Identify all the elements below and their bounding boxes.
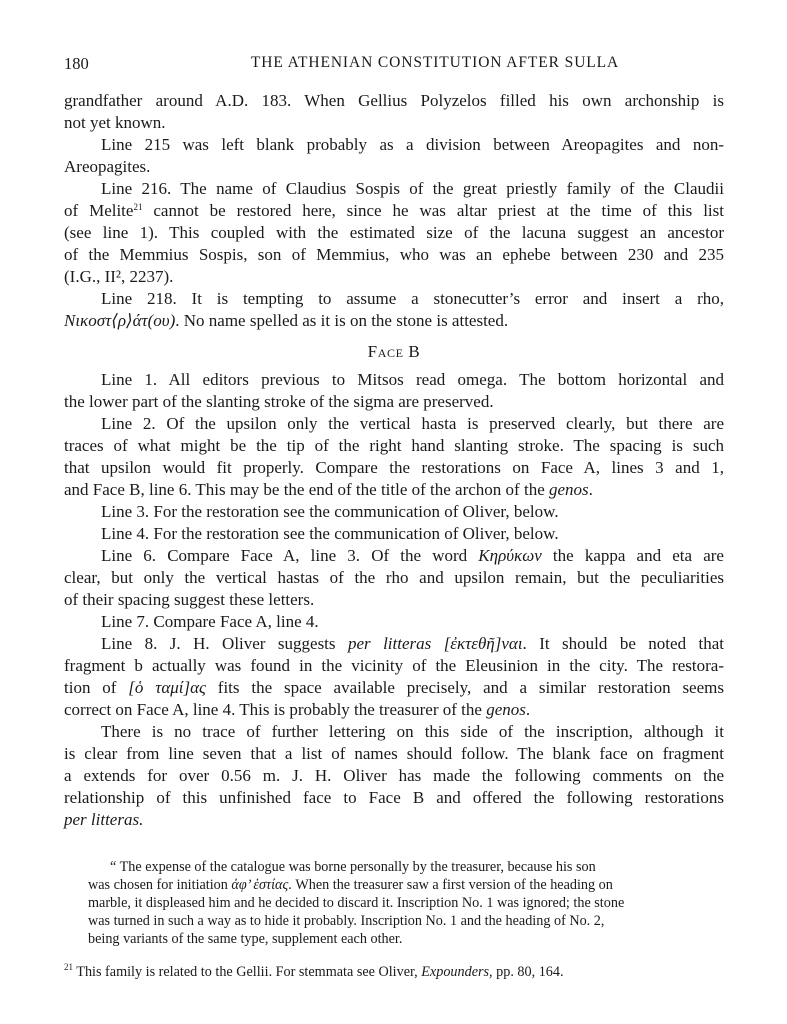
text-span: . xyxy=(588,480,593,499)
text-span: the kappa and eta are xyxy=(541,546,724,565)
paragraph-line: is clear from line seven that a list of names should follow. The blank face on fragment xyxy=(64,744,724,763)
paragraph-line: fragment b actually was found in the vicinity of the Eleusinion in the city. The restora- xyxy=(64,656,724,675)
paragraph-line: Line 4. For the restoration see the communication of Oliver, below. xyxy=(101,524,559,543)
greek-text: Κηρύκων xyxy=(478,546,542,565)
text-span: . It should be noted that xyxy=(522,634,725,653)
quote-line: “ The expense of the catalogue was borne personally by the treasurer, because his son xyxy=(110,859,596,875)
italic-term: genos xyxy=(486,700,526,719)
paragraph-line: Line 216. The name of Claudius Sospis of the great priestly family of the Claudii xyxy=(101,179,724,198)
paragraph-line xyxy=(64,200,724,222)
text-span: , pp. 80, 164. xyxy=(489,964,564,980)
text-span: Line 6. Compare Face A, line 3. Of the word xyxy=(101,546,479,565)
text-span: . xyxy=(525,700,531,719)
text-span: This family is related to the Gellii. For stemmata see Oliver, xyxy=(73,964,422,980)
paragraph-line: a extends for over 0.56 m. J. H. Oliver has made the following comments on the xyxy=(64,766,724,785)
paragraph-line: clear, but only the vertical hastas of the rho and upsilon remain, but the peculiarities xyxy=(64,568,724,587)
paragraph-line: There is no trace of further lettering on this side of the inscription, although it xyxy=(101,722,724,741)
paragraph-line: Line 3. For the restoration see the communication of Oliver, below. xyxy=(101,502,559,521)
paragraph-line: not yet known. xyxy=(64,113,166,132)
paragraph-line: per litteras. xyxy=(64,810,144,829)
greek-text: [ἐκτεθῆ]ναι xyxy=(443,634,523,653)
italic-term: per litteras xyxy=(347,634,432,653)
quote-line: being variants of the same type, supplement each other. xyxy=(88,931,403,947)
text-span: . No name spelled as it is on the stone is attested. xyxy=(175,311,509,330)
paragraph-line: (see line 1). This coupled with the estimated size of the lacuna suggest an ancestor xyxy=(64,223,724,242)
paragraph-line: Line 218. It is tempting to assume a stonecutter’s error and insert a rho, xyxy=(101,289,724,308)
text-span: fits the space available precisely, and a similar restoration seems xyxy=(205,678,724,697)
greek-text: ἀφ’ ἑστίας xyxy=(231,877,289,893)
italic-term: Expounders xyxy=(421,964,490,980)
paragraph-line: Line 215 was left blank probably as a division between Areopagites and non- xyxy=(101,135,724,154)
paragraph-line: grandfather around A.D. 183. When Gellius Polyzelos filled his own archonship is xyxy=(64,91,724,110)
footnote-number: 21 xyxy=(64,962,73,972)
text-span: . When the treasurer saw a first version of the heading on xyxy=(288,877,613,893)
paragraph-line xyxy=(64,633,724,655)
running-title: THE ATHENIAN CONSTITUTION AFTER SULLA xyxy=(250,54,620,71)
text-span: tion of xyxy=(64,678,129,697)
paragraph-line: of their spacing suggest these letters. xyxy=(64,590,315,609)
paragraph-line xyxy=(64,479,724,501)
paragraph-line: the lower part of the slanting stroke of the sigma are preserved. xyxy=(64,392,494,411)
paragraph-line: (I.G., II², 2237). xyxy=(64,267,174,286)
quote-line: was turned in such a way as to hide it probably. Inscription No. 1 and the heading of No. 2, xyxy=(88,913,605,929)
footnote xyxy=(64,963,724,981)
paragraph-line: Line 7. Compare Face A, line 4. xyxy=(101,612,319,631)
text-span: Line 8. J. H. Oliver suggests xyxy=(101,634,348,653)
paragraph-line: of the Memmius Sospis, son of Memmius, who was an ephebe between 230 and 235 xyxy=(64,245,724,264)
section-heading: Face B xyxy=(367,342,421,361)
block-quote xyxy=(64,858,724,948)
spacer xyxy=(64,831,724,858)
body-text xyxy=(64,90,724,981)
text-span: was chosen for initiation xyxy=(88,877,232,893)
paragraph-line xyxy=(64,545,724,567)
greek-text: Νικοστ⟨ρ⟩άτ(ου) xyxy=(64,311,176,330)
text-span: correct on Face A, line 4. This is probably the treasurer of the xyxy=(64,700,487,719)
italic-term: genos xyxy=(549,480,589,499)
paragraph-line xyxy=(64,310,724,332)
text-span: and Face B, line 6. This may be the end of the title of the archon of the xyxy=(64,480,549,499)
footnote-reference: 21 xyxy=(133,202,143,212)
paragraph-line xyxy=(64,699,724,721)
page-header xyxy=(64,54,724,78)
paragraph-line: traces of what might be the tip of the right hand slanting stroke. The spacing is such xyxy=(64,436,724,455)
text-span: of Melite xyxy=(64,201,134,220)
paragraph-line: Line 2. Of the upsilon only the vertical hasta is preserved clearly, but there are xyxy=(101,414,724,433)
paragraph-line: Areopagites. xyxy=(64,157,151,176)
paragraph-line xyxy=(64,677,724,699)
quote-line xyxy=(88,876,724,894)
paragraph-line: that upsilon would fit properly. Compare the restorations on Face A, lines 3 and 1, xyxy=(64,458,724,477)
text-span: cannot be restored here, since he was altar priest at the time of this list xyxy=(142,201,724,220)
greek-text: [ὁ ταμί]ας xyxy=(128,678,206,697)
page-number: 180 xyxy=(64,54,89,73)
paragraph-line: Line 1. All editors previous to Mitsos read omega. The bottom horizontal and xyxy=(101,370,724,389)
paragraph-line: relationship of this unfinished face to Face B and offered the following restorations xyxy=(64,788,724,807)
quote-line: marble, it displeased him and he decided to discard it. Inscription No. 1 was ignored; the stone xyxy=(88,895,625,911)
